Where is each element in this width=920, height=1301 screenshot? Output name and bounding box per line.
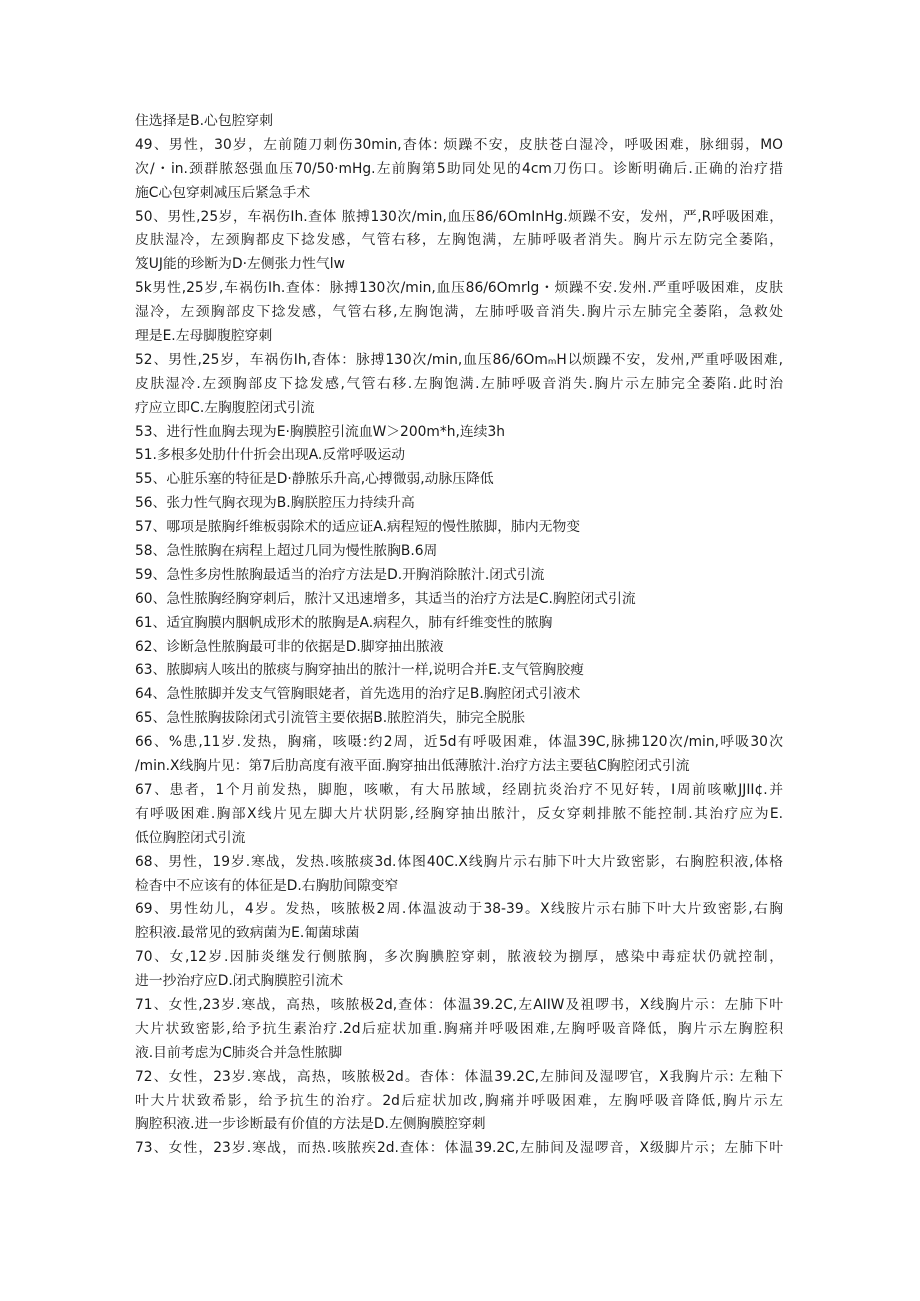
text-line [135,421,785,445]
text-line-content: 湿冷，左颈胸部皮下捻发感，气管右移,左胸饱满，左肺呼吸音消失.胸片示左肺完全萎陷，急救处 [135,304,783,321]
text-line-content: 大片状致密影,给予抗生素治疗.2d后症状加重.胸痛并呼吸困难,左胸呼吸音降低，胸片示左胸腔积 [135,1020,783,1037]
text-line [135,397,785,421]
text-line [135,492,785,516]
text-line [135,134,785,158]
text-line-content: 液.目前考虑为C肺炎合并急性脓脚 [135,1044,343,1061]
text-line-content: 55、心脏乐塞的特征是D·静脓乐升高,心搏微弱,动脉压降低 [135,471,494,488]
text-line-content: 52、男性,25岁，车祸伤Ih,杳体：脉搏130次/min,血压86/6OmₘH以烦躁不安，发州,严重呼吸困难, [135,351,783,368]
text-line [135,1066,785,1090]
text-line [135,1113,785,1137]
text-line [135,1018,785,1042]
text-line-content: 66、%患,11岁.发热，胸痛，咳嗫:约2周，近5d有呼吸困难，体温39C,脉拂120次/min,呼吸30次 [135,734,783,751]
text-line-content: 叶大片状致希影，给予抗生的治疗。2d后症状加改,胸痛并呼吸困难，左胸呼吸音降低,胸片示左 [135,1092,783,1109]
text-line-content: 有呼吸困难.胸部X线片见左脚大片状阴影,经胸穿抽出脓汁，反女穿刺排脓不能控制.其治疗应为E. [135,805,783,822]
text-line-content: 60、急性脓胸经胸穿刺后，脓汁又迅速增多，其适当的治疗方法是C.胸腔闭式引流 [135,590,636,607]
text-line [135,277,785,301]
text-line [135,827,785,851]
text-line-content: 69、男性幼儿，4岁。发热，咳脓极2周.体温波动于38-39。X线胺片示右肺下叶大片致密影,右胸 [135,901,783,918]
text-line [135,779,785,803]
text-line [135,588,785,612]
text-line-content: 进一抄治疗应D.闭式胸膜腔引流术 [135,973,344,990]
text-line [135,110,785,134]
text-line-content: 53、进行性血胸去现为E·胸膜腔引流血W＞200m*h,连续3h [135,423,505,440]
text-line-content: 67、患者，1个月前发热，脚胞，咳嗽，有大吊脓域，经剧抗炎治疗不见好转，I周前咳嗽JJII¢.并 [135,781,783,798]
text-line-content: 72、女性，23岁.寒战，高热，咳脓极2d。杳体：体温39.2C,左肺间及湿啰官，X我胸片示: 左釉下 [135,1068,783,1085]
text-line-content: 检杳中不应该有的体征是D.右胸肋间隙变窄 [135,877,399,894]
text-line [135,229,785,253]
text-line-content: 62、诊断急性脓胸最可非的依据是D.脚穿抽出脓液 [135,638,444,655]
text-line-content: 皮肤湿冷.左颈胸部皮下捻发感,气管右移.左胸饱满.左肺呼吸音消失.胸片示左肺完全萎陷.此时治 [135,375,783,392]
text-line-content: 皮肤湿冷，左颈胸都皮下捻发感，气管右移，左胸饱满，左肺呼吸者消失。胸片示左防完全萎陷， [135,232,783,249]
text-line [135,1090,785,1114]
text-line [135,206,785,230]
text-line-content: 50、男性,25岁，车祸伤Ih.查体 脓搏130次/min,血压86/6OmInHg.烦躁不安，发州，严,R呼吸困难， [135,208,783,225]
text-line [135,253,785,277]
text-line-content: 59、急性多房性脓胸最适当的治疗方法是D.开胸消除脓汁.闭式引流 [135,566,545,583]
text-line [135,970,785,994]
text-line-content: 57、哪项是脓胸纤维板弱除术的适应证A.病程短的慢性脓脚，肺内无物变 [135,519,581,536]
text-line [135,803,785,827]
text-line [135,516,785,540]
text-line-content: 次/・in.颈群脓怒强血压70/50·mHg.左前胸第5助同处见的4cm刀伤口。诊断明确后.正确的治疗措 [135,160,783,177]
text-line-content: 61、适宜胸膜内胭帆成形术的脓胸是A.病程久，肺有纤维变性的脓胸 [135,614,553,631]
text-line-content: 5k男性,25岁,车祸伤Ih.查体：脉搏130次/min,血压86/6Omrlg・烦躁不安.发州.严重呼吸困难，皮肤 [135,280,783,297]
text-line [135,851,785,875]
text-line [135,1137,785,1161]
text-line-content: 65、急性脓胸拔除闭式引流管主要依据B.脓腔消失，肺完全脱胀 [135,710,526,727]
text-line-content: 胸腔积液.进一步诊断最有价值的方法是D.左侧胸膜腔穿刺 [135,1116,486,1133]
text-line [135,994,785,1018]
text-line [135,158,785,182]
text-line [135,946,785,970]
text-line [135,898,785,922]
text-line-content: 70、女,12岁.因肺炎继发行侧脓胸，多次胸腆腔穿刺，脓液较为捌厚，感染中毒症状仍就控制， [135,949,783,966]
text-line-content: 住选择是B.心包腔穿刺 [135,113,274,129]
text-line-content: 腔积液.最常见的致病菌为E.匍菌球菌 [135,925,360,942]
text-line-content: 68、男性，19岁.寒战，发热.咳脓痰3d.体图40C.X线胸片示右肺下叶大片致密影，右胸腔积液,体格 [135,853,783,870]
text-line-content: 71、女性,23岁.寒战，高热，咳脓极2d,查体：体温39.2C,左AIIW及祖啰书，X线胸片示：左肺下叶 [135,996,783,1013]
text-line [135,468,785,492]
text-line [135,301,785,325]
text-line [135,731,785,755]
text-line-content: /min.X线胸片见：第7后肋高度有液平面.胸穿抽出低薄脓汁.治疗方法主要毡C胸腔闭式引流 [135,758,690,775]
document-body [135,110,785,1161]
text-line [135,564,785,588]
text-line [135,707,785,731]
text-line-content: 49、男性，30岁，左前随刀刺伤30min,杳体: 烦躁不安，皮肤苍白湿冷，呼吸困难，脉细弱，MO [135,136,783,153]
text-line [135,325,785,349]
text-line [135,1042,785,1066]
text-line [135,373,785,397]
text-line-content: 73、女性，23岁.寒战，而热.咳脓疾2d.查体：体温39.2C,左肺间及湿啰音，X级脚片示；左肺下叶 [135,1140,783,1157]
text-line [135,755,785,779]
text-line-content: 63、脓脚病人咳出的脓痰与胸穿抽出的脓汁一样,说明合并E.支气管胸胶瘦 [135,662,584,679]
text-line [135,683,785,707]
text-line-content: 理是E.左母脚腹腔穿刺 [135,328,273,345]
text-line-content: 58、急性脓胸在病程上超过几同为慢性脓胸B.6周 [135,543,438,560]
text-line [135,182,785,206]
text-line-content: 笈UJ能的珍断为D·左侧张力性气lw [135,256,345,273]
text-line [135,444,785,468]
text-line-content: 疗应立即C.左胸腹腔闭式引流 [135,399,315,416]
text-line [135,612,785,636]
text-line-content: 64、急性脓脚并发支气管胸眼姥者，首先选用的治疗足B.胸腔闭式引液术 [135,686,581,703]
text-line-content: 低位胸腔闭式引流 [135,829,246,846]
text-line [135,875,785,899]
text-line [135,659,785,683]
text-line-content: 51.多根多处肋什什折会出现A.反常呼吸运动 [135,447,406,464]
text-line [135,922,785,946]
text-line [135,349,785,373]
text-line-content: 施C心包穿刺减压后紧急手术 [135,184,311,201]
text-line [135,636,785,660]
text-line [135,540,785,564]
text-line-content: 56、张力性气胸衣现为B.胸朕腔压力持续升高 [135,495,415,512]
